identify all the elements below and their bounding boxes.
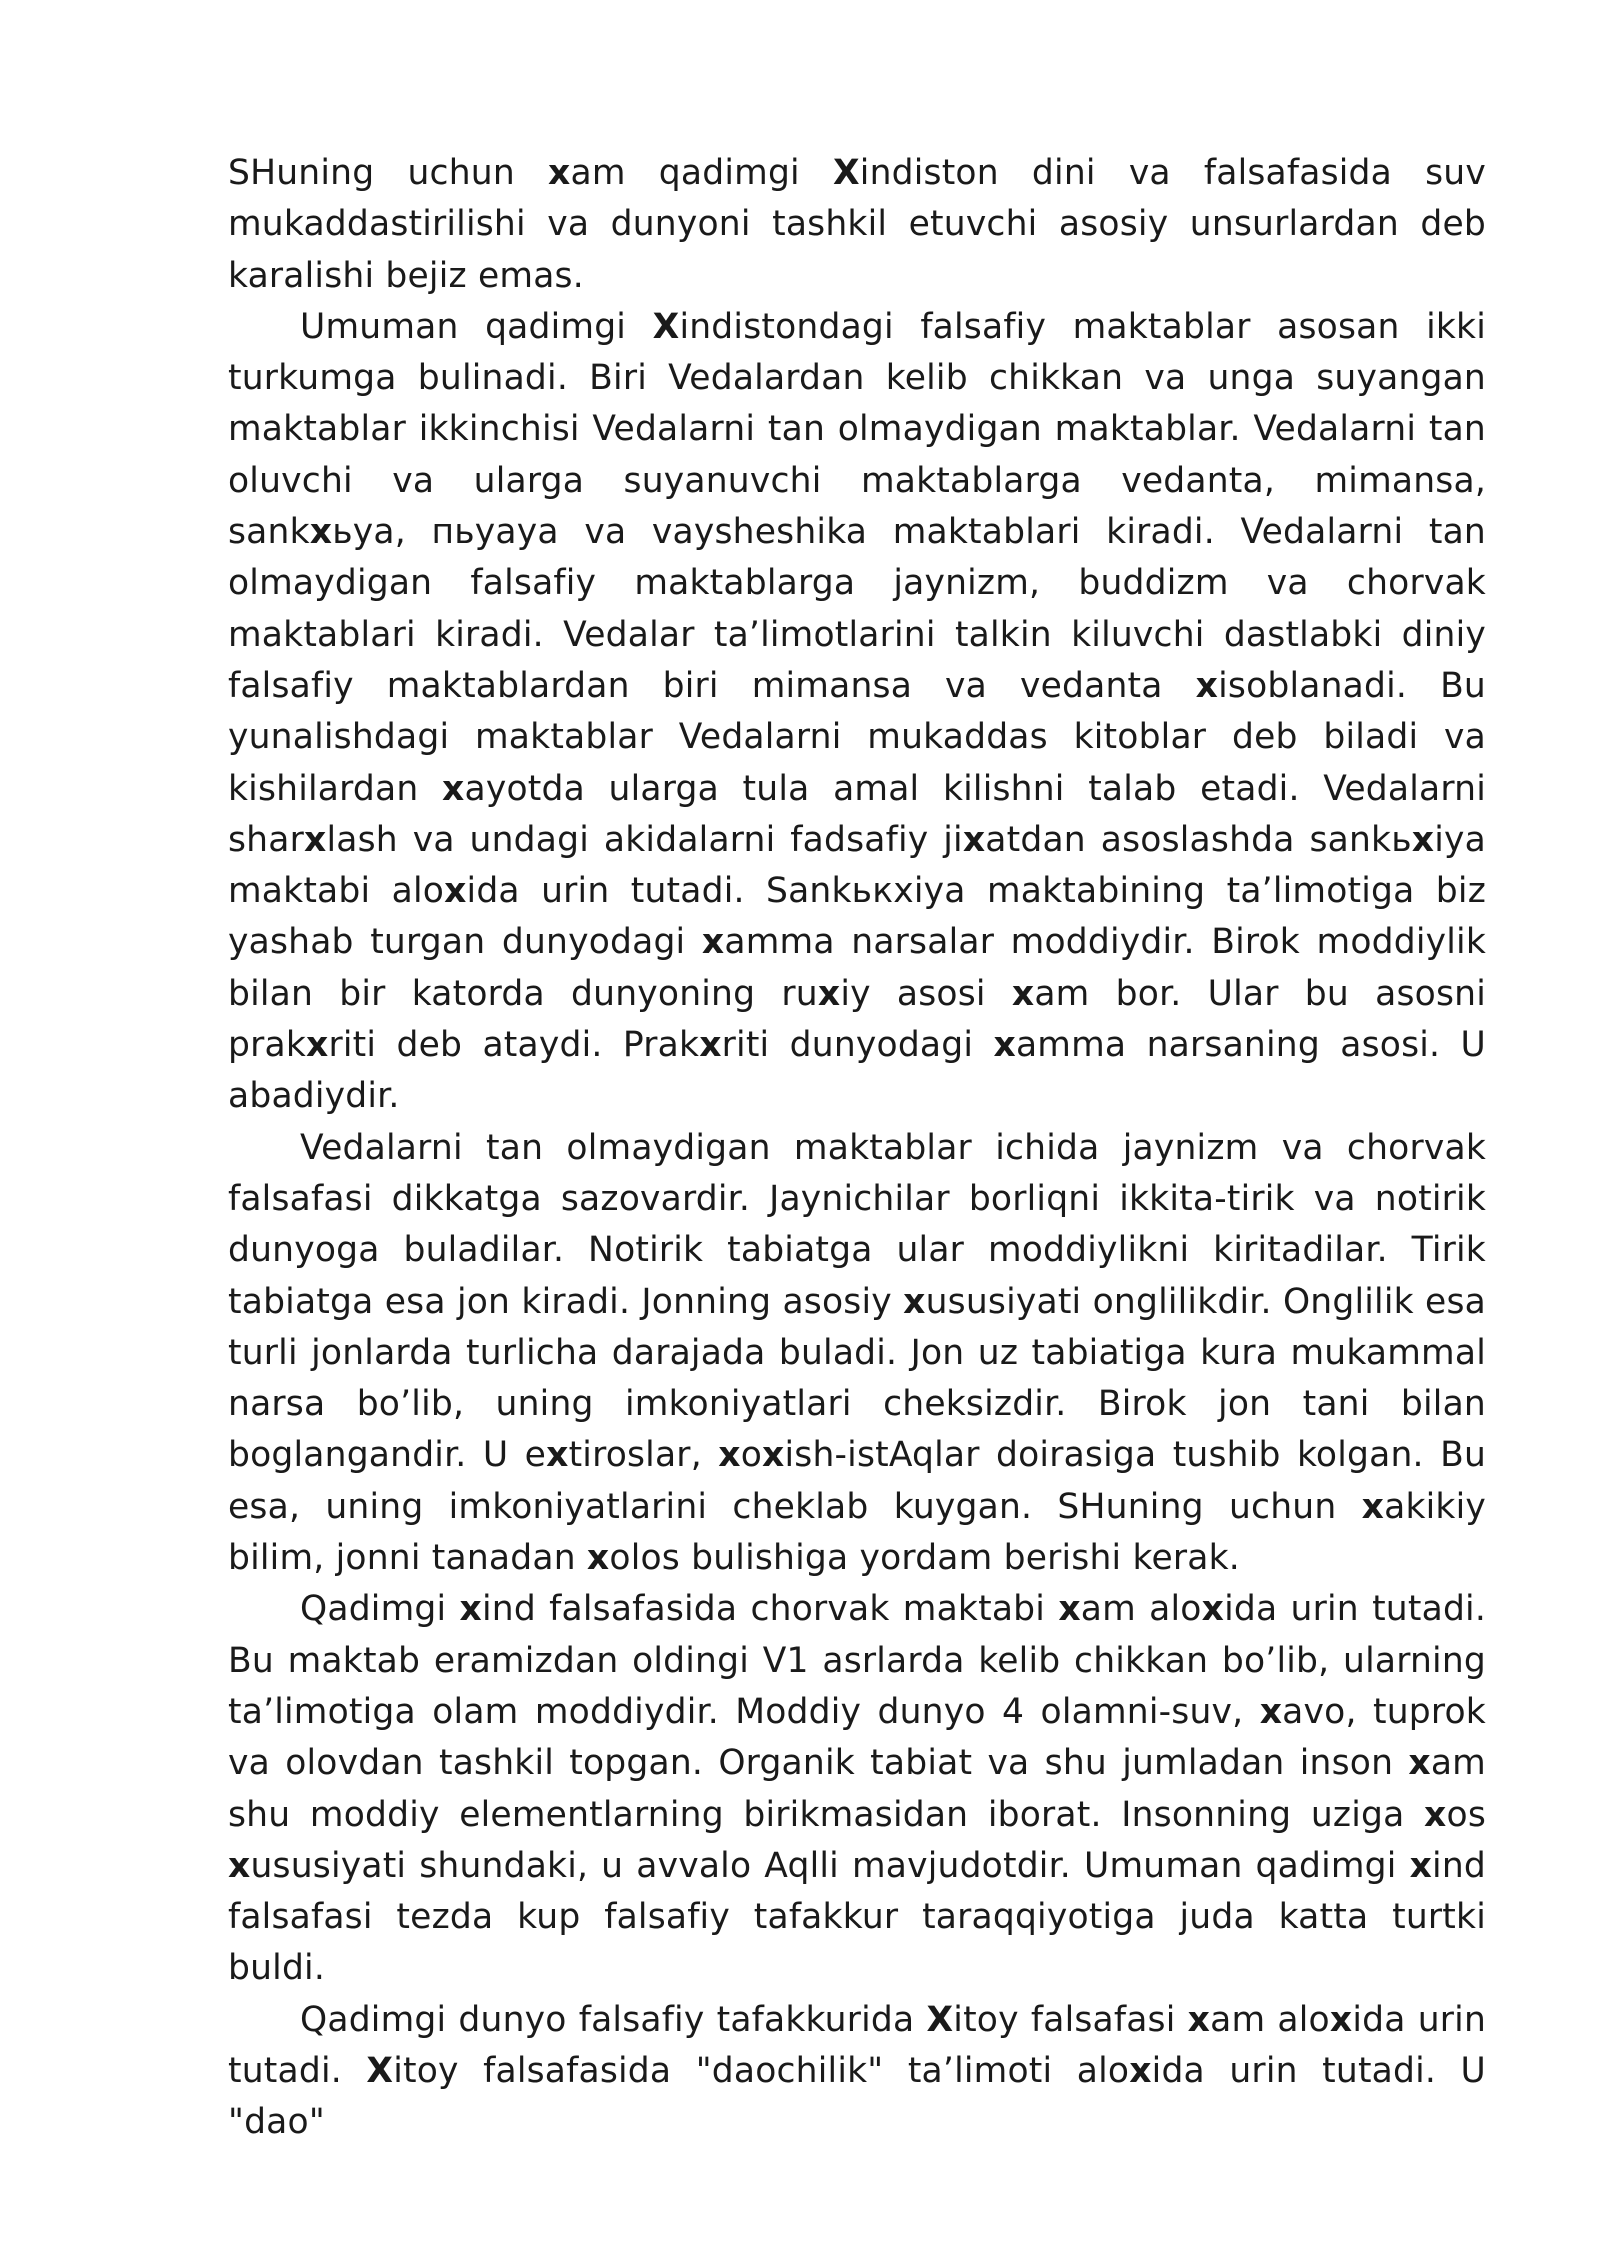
text-run: indistondagi falsafiy maktablar asosan ikki turkumga bulinadi. Biri Vedalardan kelib chikkan va unga suyangan maktablar ikkinchisi Vedalarni tan olmaydigan maktablar. Vedalarni tan oluvchi va ularga suyanuvchi maktablarga vedanta, mimansa, sank bbox=[228, 306, 1487, 553]
text-run: tiroslar, bbox=[568, 1435, 719, 1476]
text-run: Qadimgi bbox=[300, 1589, 460, 1630]
text-run: am alo bbox=[1080, 1589, 1202, 1630]
text-run: o bbox=[740, 1435, 763, 1476]
bold-letter: x bbox=[1259, 1691, 1283, 1732]
text-run: Umuman qadimgi bbox=[300, 306, 653, 347]
text-run: ida urin tutadi. Sankькx bbox=[466, 871, 914, 912]
bold-letter: x bbox=[1195, 665, 1219, 706]
text-run: iya maktabining ta’limotiga biz yashab turgan dunyodagi bbox=[228, 871, 1487, 963]
bold-letter: x bbox=[442, 768, 465, 809]
text-run: ish-istAqlar doirasiga tushib kolgan. Bu esa, uning imkoniyatlarini cheklab kuygan. SHuning uchun bbox=[228, 1435, 1487, 1527]
text-run: indiston dini va falsafasida suv mukaddastirilishi va dunyoni tashkil etuvchi asosiy unsurlardan deb karalishi bejiz emas. bbox=[228, 153, 1486, 296]
text-run: ida urin tutadi. Bu maktab eramizdan oldingi V1 asrlarda kelib chikkan bo’lib, ularning ta’limotiga olam moddiydir. Moddiy dunyo 4 olamni-suv, bbox=[228, 1589, 1486, 1732]
text-run: am qadimgi bbox=[570, 153, 833, 193]
bold-letter: x bbox=[444, 871, 467, 912]
bold-letter: x bbox=[903, 1281, 926, 1322]
text-run: ususiyati shundaki, u avvalo Aqlli mavjudotdir. Umuman qadimgi bbox=[250, 1845, 1410, 1886]
bold-letter: x bbox=[1411, 819, 1435, 860]
bold-letter: x bbox=[1361, 1486, 1385, 1527]
bold-letter: x bbox=[309, 512, 333, 553]
bold-letter: x bbox=[1329, 1999, 1353, 2040]
paragraph bbox=[228, 1584, 1486, 1994]
text-run: ida urin tutadi. bbox=[228, 1999, 1487, 2091]
text-run: iya maktabi alo bbox=[228, 819, 1486, 912]
bold-letter: X bbox=[832, 153, 860, 193]
paragraph bbox=[228, 1995, 1486, 2149]
text-run: SHuning uchun bbox=[228, 153, 549, 193]
document-page bbox=[228, 148, 1486, 2149]
text-run: lash va undagi akidalarni fadsafiy ji bbox=[326, 819, 963, 860]
bold-letter: x bbox=[962, 819, 986, 860]
text-run: ida urin tutadi. U "dao" bbox=[228, 2050, 1486, 2143]
text-run: iy asosi bbox=[840, 973, 1012, 1014]
text-run: os bbox=[1446, 1794, 1486, 1835]
text-run: ind falsafasida chorvak maktabi bbox=[481, 1589, 1059, 1630]
text-run: ususiyati onglilikdir. Onglilik esa turli jonlarda turlicha darajada buladi. Jon uz tabiatiga kura mukammal narsa bo’lib, uning imkoniyatlari cheksizdir. Birok jon tani bilan boglangandir. U e bbox=[228, 1281, 1486, 1476]
text-run: isoblanadi. Bu yunalishdagi maktablar Vedalarni mukaddas kitoblar deb biladi va kishilardan bbox=[228, 665, 1487, 809]
bold-letter: X bbox=[366, 2050, 394, 2091]
bold-letter: X bbox=[652, 306, 680, 347]
text-run: itoy falsafasida "daochilik" ta’limoti alo bbox=[393, 2050, 1130, 2091]
bold-letter: x bbox=[586, 1538, 610, 1579]
bold-letter: x bbox=[1129, 2050, 1152, 2091]
paragraph bbox=[228, 148, 1486, 302]
text-run: atdan asoslashda sankь bbox=[985, 819, 1412, 860]
text-run: amma narsalar moddiydir. Birok moddiylik bilan bir katorda dunyoning ru bbox=[228, 922, 1487, 1014]
bold-letter: x bbox=[817, 973, 841, 1014]
bold-letter: x bbox=[1201, 1589, 1225, 1630]
bold-letter: x bbox=[306, 1025, 329, 1066]
bold-letter: x bbox=[718, 1435, 741, 1476]
bold-letter: x bbox=[459, 1589, 482, 1630]
bold-letter: x bbox=[228, 1845, 251, 1886]
text-run: riti dunyodagi bbox=[721, 1025, 994, 1066]
text-run: am bor. Ular bu asosni prak bbox=[228, 973, 1486, 1066]
text-run: akikiy bilim, jonni tanadan bbox=[228, 1486, 1486, 1579]
bold-letter: X bbox=[926, 1999, 954, 2040]
bold-letter: x bbox=[548, 153, 571, 193]
bold-letter: x bbox=[546, 1435, 569, 1476]
text-run: avo, tuprok va olovdan tashkil topgan. Organik tabiat va shu jumladan inson bbox=[228, 1691, 1486, 1784]
text-run: ayotda ularga tula amal kilishni talab etadi. Vedalarni shar bbox=[228, 768, 1486, 860]
bold-letter: x bbox=[993, 1025, 1016, 1066]
bold-letter: x bbox=[1409, 1845, 1433, 1886]
text-run: olos bulishiga yordam berishi kerak. bbox=[609, 1538, 1240, 1579]
bold-letter: x bbox=[1408, 1743, 1431, 1784]
text-run: Vedalarni tan olmaydigan maktablar ichida jaynizm va chorvak falsafasi dikkatga sazovardir. Jaynichilar borliqni ikkita-tirik va notirik dunyoga buladilar. Notirik tabiatga ular moddiylikni kiritadilar. Tirik tabiatga esa jon kiradi. Jonning asosiy bbox=[228, 1127, 1486, 1322]
text-run: am alo bbox=[1210, 1999, 1330, 2040]
text-run: itoy falsafasi bbox=[953, 1999, 1188, 2040]
bold-letter: x bbox=[701, 922, 725, 963]
text-run: ьya, пьyaya va vaysheshika maktablari kiradi. Vedalarni tan olmaydigan falsafiy maktablarga jaynizm, buddizm va chorvak maktablari kiradi. Vedalar ta’limotlarini talkin kiluvchi dastlabki diniy falsafiy maktablardan biri mimansa va vedanta bbox=[228, 512, 1486, 706]
paragraph bbox=[228, 1123, 1486, 1585]
bold-letter: x bbox=[762, 1435, 785, 1476]
text-run: Qadimgi dunyo falsafiy tafakkurida bbox=[300, 1999, 927, 2040]
bold-letter: x bbox=[1187, 1999, 1211, 2040]
bold-letter: x bbox=[303, 819, 327, 860]
bold-letter: x bbox=[1058, 1589, 1081, 1630]
text-run: amma narsaning asosi. U abadiydir. bbox=[228, 1025, 1486, 1117]
text-run: riti deb ataydi. Prak bbox=[328, 1025, 700, 1066]
text-run: ind falsafasi tezda kup falsafiy tafakkur taraqqiyotiga juda katta turtki buldi. bbox=[228, 1845, 1486, 1989]
text-run: am shu moddiy elementlarning birikmasidan iborat. Insonning uziga bbox=[228, 1743, 1486, 1835]
bold-letter: x bbox=[1011, 973, 1035, 1014]
bold-letter: x bbox=[699, 1025, 722, 1066]
paragraph bbox=[228, 302, 1486, 1123]
bold-letter: x bbox=[1424, 1794, 1447, 1835]
